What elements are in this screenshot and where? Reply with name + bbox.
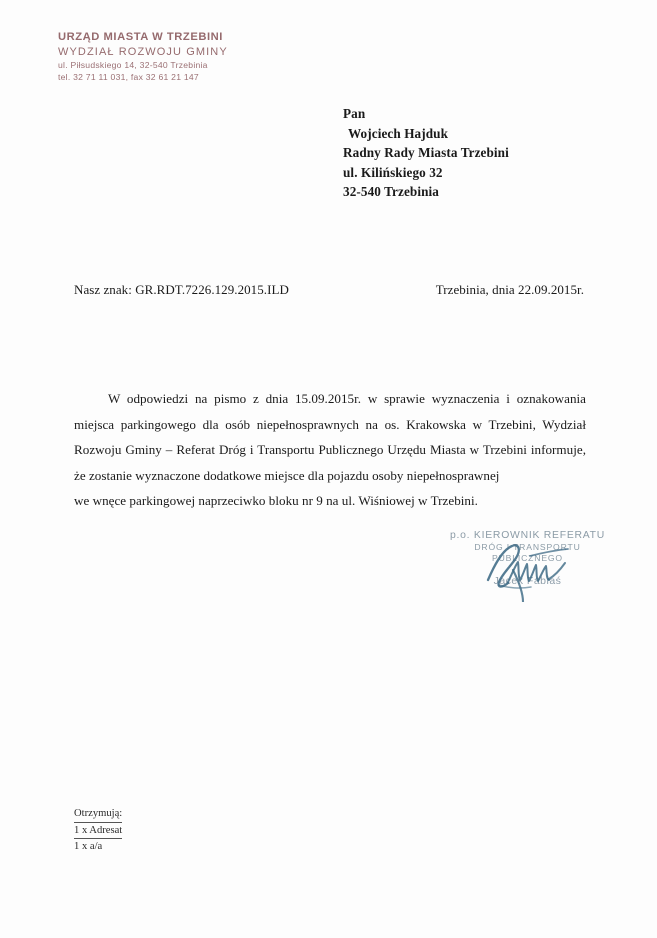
signature-title-line-2: DRÓG I TRANSPORTU [474, 542, 581, 552]
distribution-item: 1 x a/a [74, 841, 103, 852]
signature-title-line-3: PUBLICZNEGO [492, 553, 563, 563]
distribution-heading: Otrzymują: [74, 806, 122, 823]
signature-block [440, 530, 615, 602]
office-header-stamp [58, 30, 268, 83]
addressee-street: ul. Kilińskiego 32 [343, 164, 443, 180]
distribution-list [74, 806, 122, 854]
distribution-item: 1 x Adresat [74, 823, 122, 840]
addressee-name: Wojciech Hajduk [348, 125, 449, 141]
reference-sign: Nasz znak: GR.RDT.7226.129.2015.ILD [74, 282, 289, 297]
addressee-salutation: Pan [343, 106, 366, 121]
signature-title-stamp [440, 530, 615, 563]
body-paragraph-closing: we wnęce parkingowej naprzeciwko bloku nr 9 na ul. Wiśniowej w Trzebini. [74, 493, 478, 509]
addressee-city: 32-540 Trzebinia [343, 184, 439, 200]
office-stamp-address: ul. Piłsudskiego 14, 32-540 Trzebinia [58, 59, 208, 70]
signature-name: Jacek Fabiaś [493, 575, 562, 587]
office-stamp-department: WYDZIAŁ ROZWOJU GMINY [58, 45, 228, 58]
signature-title-line-1: p.o. KIEROWNIK REFERATU [449, 530, 606, 541]
reference-place-date: Trzebinia, dnia 22.09.2015r. [435, 282, 584, 297]
reference-row [74, 282, 584, 298]
addressee-block [343, 104, 509, 202]
office-stamp-name: URZĄD MIASTA W TRZEBINI [58, 31, 223, 43]
body-paragraph-main: W odpowiedzi na pismo z dnia 15.09.2015r. w sprawie wyznaczenia i oznakowania miejsca parkingowego dla osób niepełnosprawnych na os. Krakowska w Trzebini, Wydział Rozwoju Gminy – Referat Dróg i Transportu Publicznego Urzędu Miasta w Trzebini informuje, że zostanie wyznaczone dodatkowe miejsce dla pojazdu osoby niepełnosprawnej [74, 391, 586, 483]
office-stamp-contact: tel. 32 71 11 031, fax 32 61 21 147 [58, 71, 199, 82]
addressee-role: Radny Rady Miasta Trzebini [343, 145, 509, 161]
letter-body [74, 386, 586, 514]
